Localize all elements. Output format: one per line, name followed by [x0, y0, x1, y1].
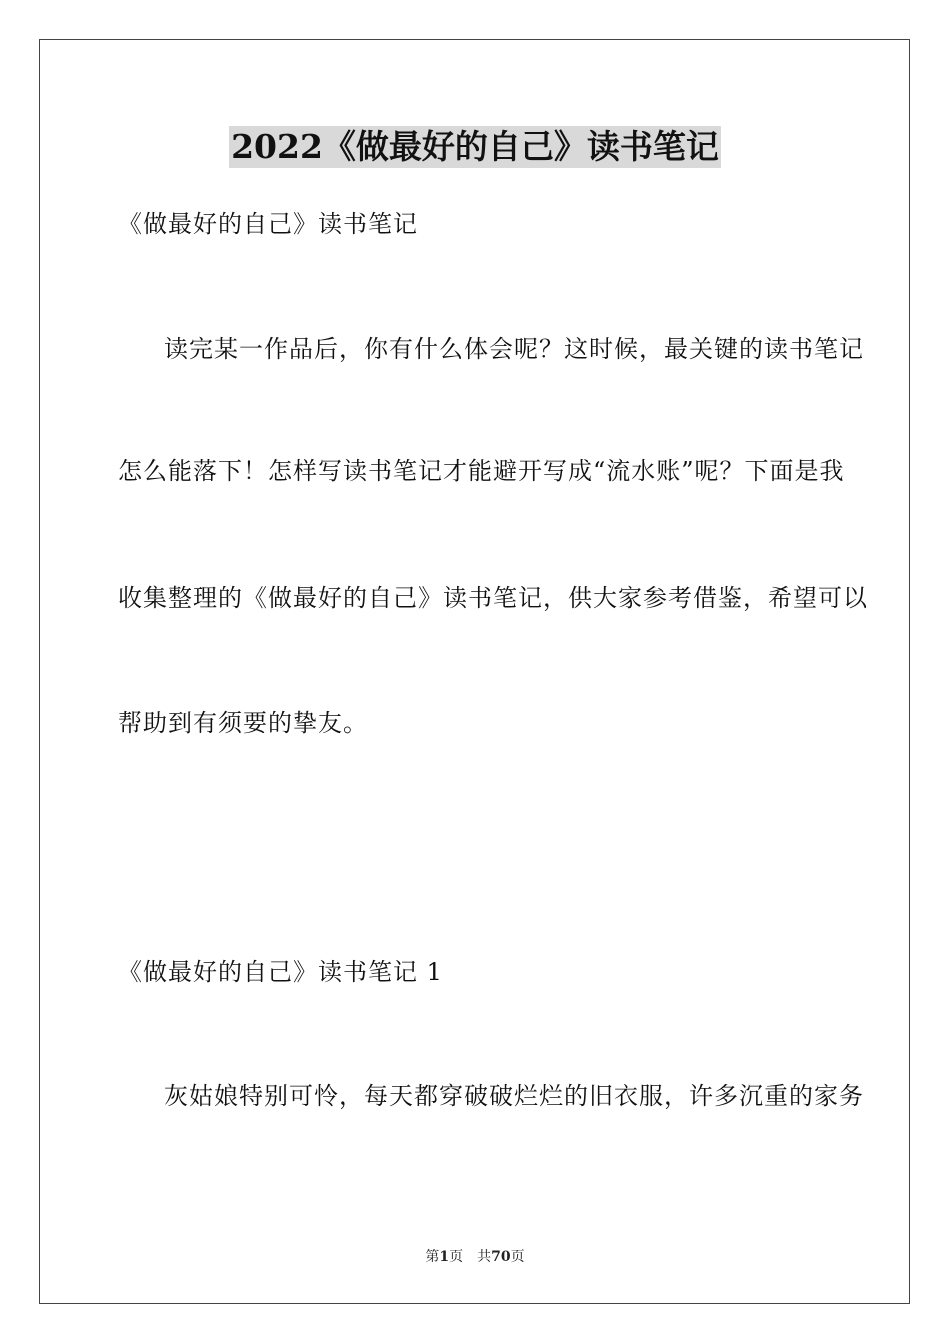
document-subtitle: 《做最好的自己》读书笔记 [118, 210, 418, 238]
paragraph-line: 怎么能落下！怎样写读书笔记才能避开写成“流水账”呢？下面是我 [118, 457, 845, 485]
current-page-number: 1 [439, 1249, 450, 1265]
title-container [0, 126, 950, 168]
paragraph-line: 帮助到有须要的挚友。 [118, 709, 368, 737]
page-footer [0, 1248, 950, 1266]
total-label-suffix: 页 [510, 1249, 525, 1265]
paragraph-line: 收集整理的《做最好的自己》读书笔记，供大家参考借鉴，希望可以 [118, 584, 868, 612]
total-page-count: 70 [491, 1249, 511, 1265]
total-label-prefix: 共 [477, 1249, 492, 1265]
paragraph-line: 读完某一作品后，你有什么体会呢？这时候，最关键的读书笔记 [164, 335, 864, 363]
document-title: 2022《做最好的自己》读书笔记 [231, 127, 719, 166]
paragraph-line: 灰姑娘特别可怜，每天都穿破破烂烂的旧衣服，许多沉重的家务 [164, 1082, 864, 1110]
section-heading: 《做最好的自己》读书笔记 1 [118, 958, 443, 986]
page-label-suffix: 页 [449, 1249, 464, 1265]
page-label-prefix: 第 [425, 1249, 440, 1265]
